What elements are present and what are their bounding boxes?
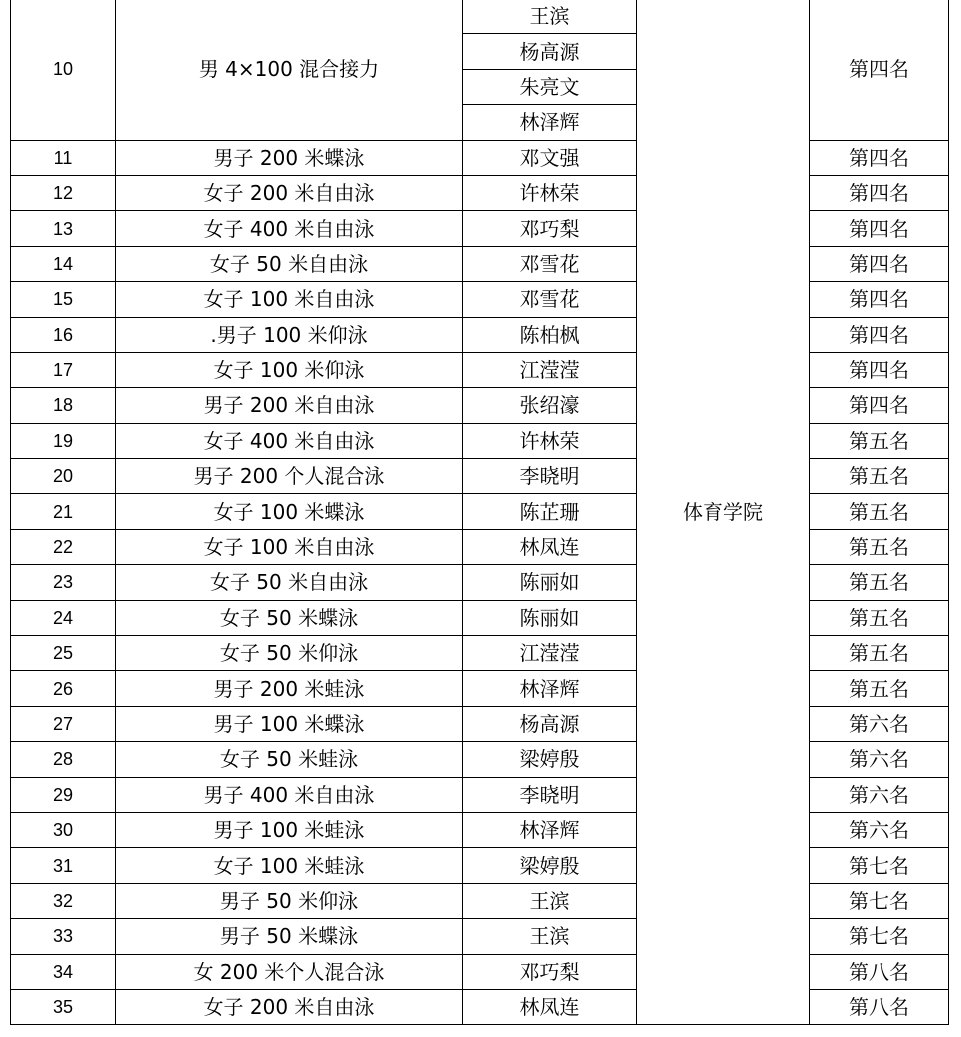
athlete-cell: 梁婷殷 [463,848,637,883]
row-number: 31 [11,848,116,883]
athlete-cell: 林凤连 [463,989,637,1024]
event-cell: 男子 200 米自由泳 [116,388,463,423]
event-cell: 男子 100 米蝶泳 [116,706,463,741]
row-number: 15 [11,282,116,317]
athlete-cell: 邓文强 [463,140,637,175]
event-cell: 女子 100 米仰泳 [116,352,463,387]
athlete-cell: 邓雪花 [463,282,637,317]
row-number: 34 [11,954,116,989]
athlete-cell: 王滨 [463,0,637,34]
athlete-cell: 陈丽如 [463,600,637,635]
row-number: 29 [11,777,116,812]
row-number: 23 [11,565,116,600]
row-number: 18 [11,388,116,423]
rank-cell: 第四名 [810,246,949,281]
rank-cell: 第四名 [810,317,949,352]
results-table [10,0,949,1025]
row-number: 22 [11,529,116,564]
row-number: 24 [11,600,116,635]
rank-cell: 第五名 [810,459,949,494]
row-number: 11 [11,140,116,175]
event-cell: 女子 100 米蛙泳 [116,848,463,883]
table-row [11,0,949,34]
athlete-cell: 林泽辉 [463,812,637,847]
row-number: 28 [11,742,116,777]
rank-cell: 第四名 [810,140,949,175]
unit-cell: 体育学院 [637,0,810,1025]
row-number: 17 [11,352,116,387]
row-number: 20 [11,459,116,494]
row-number: 27 [11,706,116,741]
athlete-cell: 陈芷珊 [463,494,637,529]
row-number: 14 [11,246,116,281]
row-number: 35 [11,989,116,1024]
rank-cell: 第六名 [810,706,949,741]
event-cell: 女 200 米个人混合泳 [116,954,463,989]
row-number: 32 [11,883,116,918]
row-number: 13 [11,211,116,246]
event-cell: 女子 400 米自由泳 [116,211,463,246]
row-number: 12 [11,175,116,210]
event-cell: 女子 50 米蝶泳 [116,600,463,635]
event-cell: 男子 200 米蛙泳 [116,671,463,706]
row-number: 19 [11,423,116,458]
athlete-cell: 江滢滢 [463,352,637,387]
athlete-cell: 邓巧梨 [463,211,637,246]
rank-cell: 第四名 [810,211,949,246]
rank-cell: 第四名 [810,388,949,423]
athlete-cell: 梁婷殷 [463,742,637,777]
athlete-cell: 李晓明 [463,459,637,494]
rank-cell: 第五名 [810,423,949,458]
rank-cell: 第五名 [810,565,949,600]
event-cell: 男子 50 米蝶泳 [116,919,463,954]
row-number: 21 [11,494,116,529]
event-cell: 女子 50 米自由泳 [116,565,463,600]
athlete-cell: 林泽辉 [463,671,637,706]
rank-cell: 第五名 [810,600,949,635]
event-cell: 女子 100 米自由泳 [116,529,463,564]
rank-cell: 第七名 [810,919,949,954]
event-cell: 男子 200 米蝶泳 [116,140,463,175]
event-cell: 男子 100 米蛙泳 [116,812,463,847]
row-number: 30 [11,812,116,847]
athlete-cell: 朱亮文 [463,69,637,104]
rank-cell: 第六名 [810,812,949,847]
athlete-cell: 林凤连 [463,529,637,564]
athlete-cell: 杨高源 [463,706,637,741]
event-cell: 男子 400 米自由泳 [116,777,463,812]
athlete-cell: 陈丽如 [463,565,637,600]
athlete-cell: 陈柏枫 [463,317,637,352]
rank-cell: 第四名 [810,352,949,387]
rank-cell: 第四名 [810,175,949,210]
event-cell: 女子 50 米自由泳 [116,246,463,281]
event-cell: 男 4×100 混合接力 [116,0,463,140]
athlete-cell: 邓巧梨 [463,954,637,989]
event-cell: .男子 100 米仰泳 [116,317,463,352]
rank-cell: 第四名 [810,282,949,317]
event-cell: 女子 100 米自由泳 [116,282,463,317]
athlete-cell: 邓雪花 [463,246,637,281]
athlete-cell: 林泽辉 [463,105,637,140]
event-cell: 男子 50 米仰泳 [116,883,463,918]
rank-cell: 第五名 [810,636,949,671]
rank-cell: 第四名 [810,0,949,140]
athlete-cell: 许林荣 [463,423,637,458]
athlete-cell: 许林荣 [463,175,637,210]
rank-cell: 第五名 [810,494,949,529]
athlete-cell: 张绍濠 [463,388,637,423]
rank-cell: 第七名 [810,883,949,918]
results-table-body [11,0,949,1025]
row-number: 25 [11,636,116,671]
rank-cell: 第六名 [810,742,949,777]
rank-cell: 第七名 [810,848,949,883]
row-number: 10 [11,0,116,140]
event-cell: 女子 50 米仰泳 [116,636,463,671]
athlete-cell: 王滨 [463,919,637,954]
athlete-cell: 李晓明 [463,777,637,812]
rank-cell: 第六名 [810,777,949,812]
row-number: 16 [11,317,116,352]
row-number: 33 [11,919,116,954]
row-number: 26 [11,671,116,706]
athlete-cell: 杨高源 [463,34,637,69]
rank-cell: 第五名 [810,529,949,564]
event-cell: 女子 400 米自由泳 [116,423,463,458]
event-cell: 女子 100 米蝶泳 [116,494,463,529]
rank-cell: 第八名 [810,989,949,1024]
rank-cell: 第八名 [810,954,949,989]
event-cell: 女子 200 米自由泳 [116,989,463,1024]
athlete-cell: 江滢滢 [463,636,637,671]
rank-cell: 第五名 [810,671,949,706]
event-cell: 男子 200 个人混合泳 [116,459,463,494]
athlete-cell: 王滨 [463,883,637,918]
event-cell: 女子 200 米自由泳 [116,175,463,210]
event-cell: 女子 50 米蛙泳 [116,742,463,777]
